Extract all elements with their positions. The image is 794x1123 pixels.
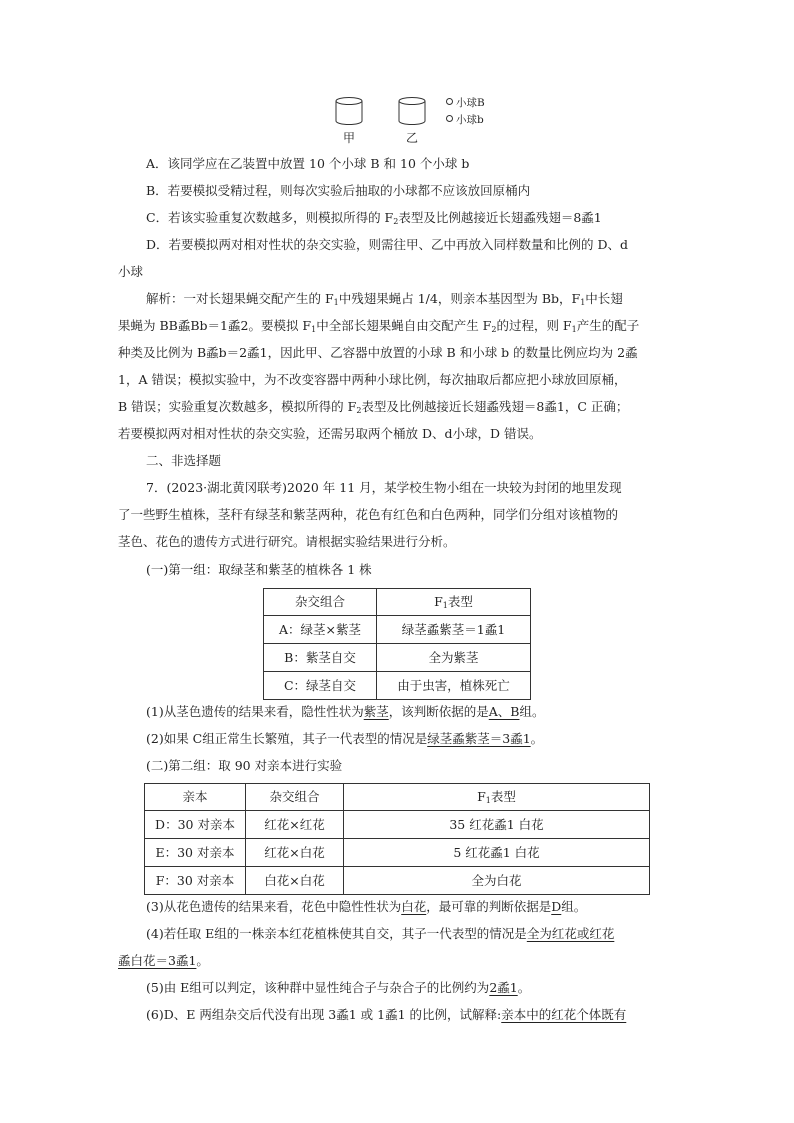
cell-f1: 全为紫茎	[377, 644, 531, 672]
label-yi: 乙	[406, 131, 419, 145]
group1-title: (一)第一组：取绿茎和紫茎的植株各 1 株	[146, 562, 372, 577]
cell-f1: 由于虫害，植株死亡	[377, 672, 531, 700]
header-parents: 亲本	[145, 784, 246, 811]
urn-jia-icon	[334, 96, 364, 126]
table-row	[264, 672, 531, 700]
analysis-line5: B 错误；实验重复次数越多，模拟所得的 $F_2$表型及比例越接近长翅蟊残翅＝8蟊1，C 正确；	[118, 399, 629, 415]
cell-cross: C：绿茎自交	[264, 672, 377, 700]
ball-icon	[446, 115, 453, 122]
header-cross: 杂交组合	[246, 784, 344, 811]
q7-line3: 茎色、花色的遗传方式进行研究。请根据实验结果进行分析。	[118, 534, 456, 549]
table-row	[264, 616, 531, 644]
cell-cross: 白花×白花	[246, 867, 344, 895]
q7-sub1: (1)从茎色遗传的结果来看，隐性性状为紫茎，该判断依据的是A、B组。	[146, 704, 545, 719]
table-header	[264, 589, 531, 616]
q7-sub3: (3)从花色遗传的结果来看，花色中隐性性状为白花，最可靠的判断依据是D组。	[146, 899, 587, 914]
option-a: A．该同学应在乙装置中放置 10 个小球 B 和 10 个小球 b	[146, 156, 470, 171]
table-row	[145, 811, 650, 839]
cell-f1: 全为白花	[344, 867, 650, 895]
cell-f1: 35 红花蟊1 白花	[344, 811, 650, 839]
q7-sub6: (6)D、E 两组杂交后代没有出现 3蟊1 或 1蟊1 的比例，试解释:亲本中的红花个体既有	[146, 1007, 627, 1022]
option-d-line1: D．若要模拟两对相对性状的杂交实验，则需往甲、乙中再放入同样数量和比例的 D、d	[146, 237, 629, 252]
header-f1: $F_1$表型	[344, 784, 650, 811]
legend-ball-B: 小球B	[446, 95, 485, 110]
legend-ball-b: 小球b	[446, 112, 484, 127]
option-d-line2: 小球	[118, 264, 144, 279]
analysis-line6: 若要模拟两对相对性状的杂交实验，还需另取两个桶放 D、d小球，D 错误。	[118, 426, 542, 441]
cell-cross: 红花×红花	[246, 811, 344, 839]
option-b: B．若要模拟受精过程，则每次实验后抽取的小球都不应该放回原桶内	[146, 183, 531, 198]
q7-sub2: (2)如果 C组正常生长繁殖，其子一代表型的情况是绿茎蟊紫茎＝3蟊1。	[146, 731, 544, 746]
table-stem-color	[263, 588, 531, 700]
analysis-line4: 1，A 错误；模拟实验中，为不改变容器中两种小球比例，每次抽取后都应把小球放回原桶，	[118, 372, 627, 387]
option-c: C．若该实验重复次数越多，则模拟所得的 $F_2$表型及比例越接近长翅蟊残翅＝8蟊1	[146, 210, 602, 226]
table-row	[145, 839, 650, 867]
header-f1: $F_1$表型	[377, 589, 531, 616]
header-cross: 杂交组合	[264, 589, 377, 616]
group2-title: (二)第二组：取 90 对亲本进行实验	[146, 758, 343, 773]
table-row	[145, 867, 650, 895]
q7-line2: 了一些野生植株，茎秆有绿茎和紫茎两种，花色有红色和白色两种，同学们分组对该植物的	[118, 507, 619, 522]
cell-f1: 绿茎蟊紫茎＝1蟊1	[377, 616, 531, 644]
table-header	[145, 784, 650, 811]
cell-cross: A：绿茎×紫茎	[264, 616, 377, 644]
section-title: 二、非选择题	[146, 453, 222, 468]
ball-icon	[446, 98, 453, 105]
cell-cross: 红花×白花	[246, 839, 344, 867]
analysis-line3: 种类及比例为 B蟊b＝2蟊1，因此甲、乙容器中放置的小球 B 和小球 b 的数量比例应均为 2蟊	[118, 345, 638, 360]
analysis-line1: 解析：一对长翅果蝇交配产生的 $F_1$中残翅果蝇占 1/4，则亲本基因型为 Bb，$F_1$中长翅	[146, 291, 623, 307]
urn-yi-icon	[397, 96, 427, 126]
cell-parents: E：30 对亲本	[145, 839, 246, 867]
cell-parents: D：30 对亲本	[145, 811, 246, 839]
analysis-line2: 果蝇为 BB蟊Bb＝1蟊2。要模拟 $F_1$中全部长翅果蝇自由交配产生 $F_2$的过程，则 $F_1$产生的配子	[118, 318, 640, 334]
q7-sub4-line1: (4)若任取 E组的一株亲本红花植株使其自交，其子一代表型的情况是全为红花或红花	[146, 926, 615, 941]
cell-cross: B：紫茎自交	[264, 644, 377, 672]
label-jia: 甲	[343, 131, 356, 145]
table-flower-color	[144, 783, 650, 895]
q7-line1: 7．(2023·湖北黄冈联考)2020 年 11 月，某学校生物小组在一块较为封闭的地里发现	[146, 480, 622, 495]
cell-parents: F：30 对亲本	[145, 867, 246, 895]
q7-sub5: (5)由 E组可以判定，该种群中显性纯合子与杂合子的比例约为2蟊1。	[146, 980, 531, 995]
q7-sub4-line2: 蟊白花＝3蟊1。	[118, 953, 209, 968]
cell-f1: 5 红花蟊1 白花	[344, 839, 650, 867]
table-row	[264, 644, 531, 672]
